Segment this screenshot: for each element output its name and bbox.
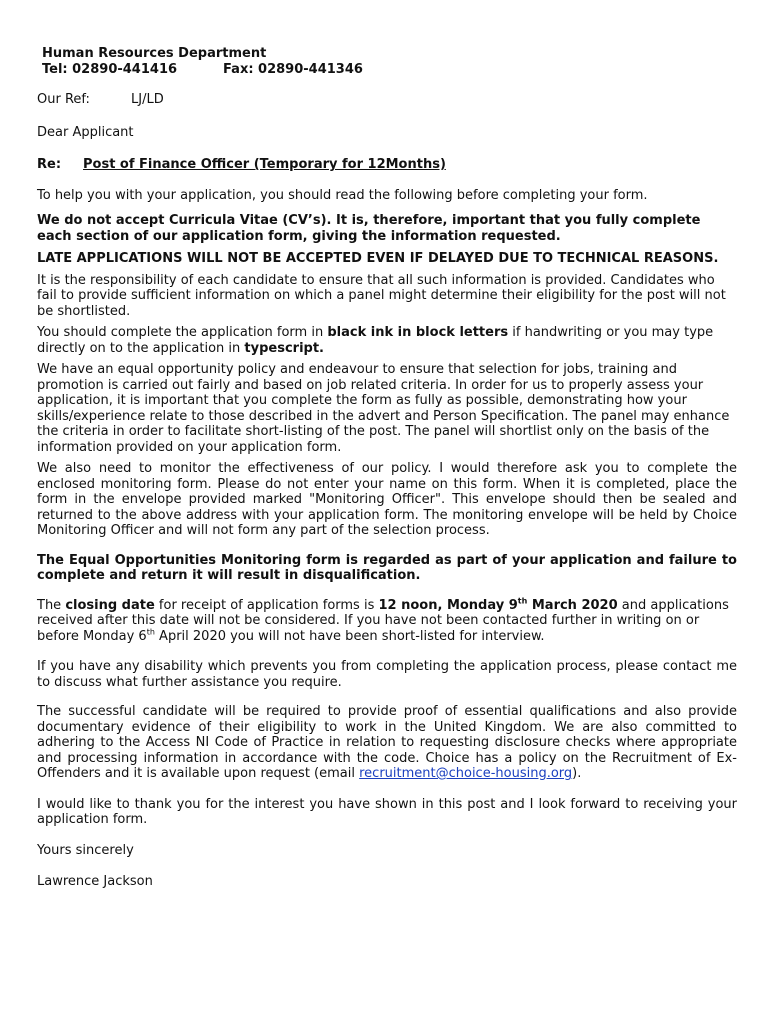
subject-label: Re: xyxy=(37,157,62,172)
closing-text-1: The xyxy=(37,597,66,613)
equal-opportunity-paragraph: We have an equal opportunity policy and endeavour to ensure that selection for jobs, training and promotion is carried out fairly and based on job related criteria. In order for us to properly assess your application, it is important that you complete the form as fully as possible, demonstrating how your skills/experience relate to those described in the advert and Person Specification. The panel may enhance the criteria in order to facilitate short-listing of the post. The panel will shortlist only on the basis of the information provided on your application form. xyxy=(37,362,730,455)
late-applications-notice: LATE APPLICATIONS WILL NOT BE ACCEPTED EVEN IF DELAYED DUE TO TECHNICAL REASONS. xyxy=(37,251,719,266)
ink-text-2: if handwriting or you may type directly on to the application in xyxy=(37,325,714,356)
ink-text-1: You should complete the application form in xyxy=(37,325,328,340)
closing-text-3: and applications received after this date will not be considered. If you have not been contacted further in writing on or before Monday 6 xyxy=(37,597,729,644)
fax: Fax: 02890-441346 xyxy=(223,62,363,77)
ink-emphasis-1: black ink in block letters xyxy=(327,325,509,340)
subject-line xyxy=(37,157,737,173)
closing-date-label: closing date xyxy=(65,597,155,613)
cv-notice: We do not accept Curricula Vitae (CV’s). It is, therefore, important that you fully complete each section of our application form, giving the information requested. xyxy=(37,213,701,244)
closing-date-value: 12 noon, Monday 9 xyxy=(378,597,518,613)
closing-date-month: March 2020 xyxy=(527,597,618,613)
recruitment-email-link[interactable]: recruitment@choice-housing.org xyxy=(359,766,573,781)
department-name: Human Resources Department xyxy=(42,46,267,61)
disability-paragraph: If you have any disability which prevents you from completing the application process, please contact me to discuss what further assistance you require. xyxy=(37,659,737,690)
subject-title: Post of Finance Officer (Temporary for 12Months) xyxy=(83,157,446,172)
our-ref-value: LJ/LD xyxy=(131,92,164,107)
monitoring-paragraph: We also need to monitor the effectiveness of our policy. I would therefore ask you to complete the enclosed monitoring form. Please do not enter your name on this form. When it is completed, place the form in the envelope provided marked "Monitoring Officer". This envelope should then be sealed and returned to the above address with your application form. The monitoring envelope will be held by Choice Monitoring Officer and will not form any part of the selection process. xyxy=(37,461,737,538)
thanks-paragraph: I would like to thank you for the interest you have shown in this post and I look forward to receiving your application form. xyxy=(37,796,737,827)
contact-line xyxy=(42,62,737,78)
signature-name: Lawrence Jackson xyxy=(37,874,153,889)
ink-paragraph xyxy=(37,325,737,356)
telephone: Tel: 02890-441416 xyxy=(42,62,178,77)
responsibility-paragraph: It is the responsibility of each candidate to ensure that all such information is provided. Candidates who fail to provide sufficient information on which a panel might determine their eligibility for the post will not be shortlisted. xyxy=(37,272,726,319)
successful-text: The successful candidate will be required to provide proof of essential qualifications and also provide documentary evidence of their eligibility to work in the United Kingdom. We are also committed to adhering to the Access NI Code of Practice in relation to requesting disclosure checks where appropriate and processing information in accordance with the code. Choice has a policy on the Recruitment of Ex-Offenders and it is available upon request (email xyxy=(37,704,737,781)
contact-date-ordinal: th xyxy=(146,627,155,637)
closing-date-ordinal: th xyxy=(517,596,528,606)
successful-tail: ). xyxy=(572,766,582,781)
letter xyxy=(37,46,737,890)
equal-opportunities-form-notice: The Equal Opportunities Monitoring form is regarded as part of your application and failure to complete and return it will result in disqualification. xyxy=(37,552,737,583)
our-ref-label: Our Ref: xyxy=(37,92,90,107)
ink-emphasis-2: typescript. xyxy=(244,340,324,356)
successful-candidate-paragraph xyxy=(37,704,737,782)
closing-text-2: for receipt of application forms is xyxy=(154,597,379,613)
our-ref xyxy=(37,92,737,108)
intro-paragraph: To help you with your application, you should read the following before completing your form. xyxy=(37,187,648,203)
closing-text-4: April 2020 you will not have been short-listed for interview. xyxy=(154,628,545,644)
complimentary-close: Yours sincerely xyxy=(37,842,134,858)
salutation: Dear Applicant xyxy=(37,124,134,140)
closing-date-paragraph xyxy=(37,598,737,645)
letterhead xyxy=(42,46,737,78)
